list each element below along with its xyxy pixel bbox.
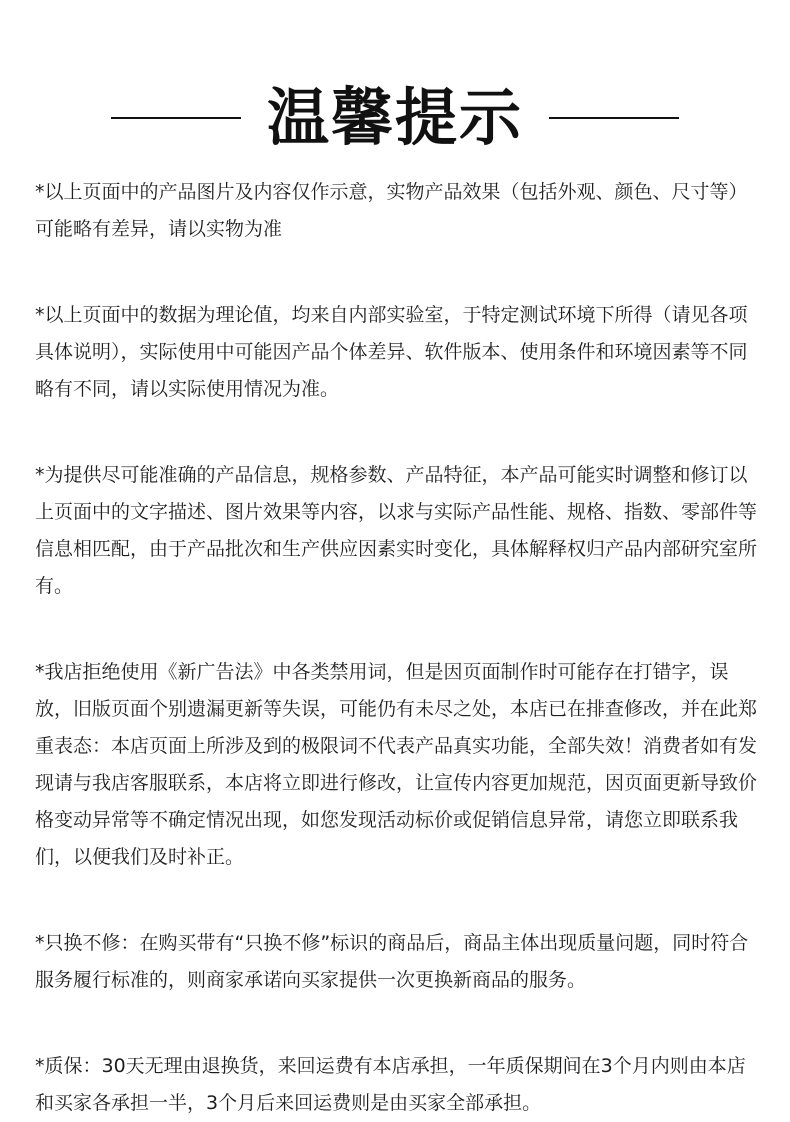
- notice-lab-data: *以上页面中的数据为理论值，均来自内部实验室，于特定测试环境下所得（请见各项具体说明），实际使用中可能因产品个体差异、软件版本、使用条件和环境因素等不同略有不同，请以实际使用情况为准。: [35, 304, 748, 400]
- header-left-rule: [111, 117, 241, 119]
- page-header: [0, 78, 790, 158]
- notice-product-images: *以上页面中的产品图片及内容仅作示意，实物产品效果（包括外观、颜色、尺寸等）可能略有差异，请以实物为准: [35, 181, 748, 240]
- header-right-rule: [549, 117, 679, 119]
- notice-warranty: *质保：30天无理由退换货，来回运费有本店承担，一年质保期间在3个月内则由本店和买家各承担一半，3个月后来回运费则是由买家全部承担。: [35, 1055, 746, 1114]
- page-title: 温馨提示: [266, 81, 523, 154]
- notice-replace-not-repair: *只换不修：在购买带有“只换不修”标识的商品后，商品主体出现质量问题，同时符合服务履行标准的，则商家承诺向买家提供一次更换新商品的服务。: [35, 932, 749, 991]
- notice-content-revision: *为提供尽可能准确的产品信息，规格参数、产品特征，本产品可能实时调整和修订以上页面中的文字描述、图片效果等内容，以求与实际产品性能、规格、指数、零部件等信息相匹配，由于产品批次和生产供应因素实时变化，具体解释权归产品内部研究室所有。: [35, 464, 758, 597]
- notice-advertising-law: *我店拒绝使用《新广告法》中各类禁用词，但是因页面制作时可能存在打错字，误放，旧版页面个别遗漏更新等失误，可能仍有未尽之处，本店已在排查修改，并在此郑重表态：本店页面上所涉及到的极限词不代表产品真实功能，全部失效！消费者如有发现请与我店客服联系，本店将立即进行修改，让宣传内容更加规范，因页面更新导致价格变动异常等不确定情况出现，如您发现活动标价或促销信息异常，请您立即联系我们，以便我们及时补正。: [35, 661, 758, 868]
- notice-list: [35, 174, 761, 1122]
